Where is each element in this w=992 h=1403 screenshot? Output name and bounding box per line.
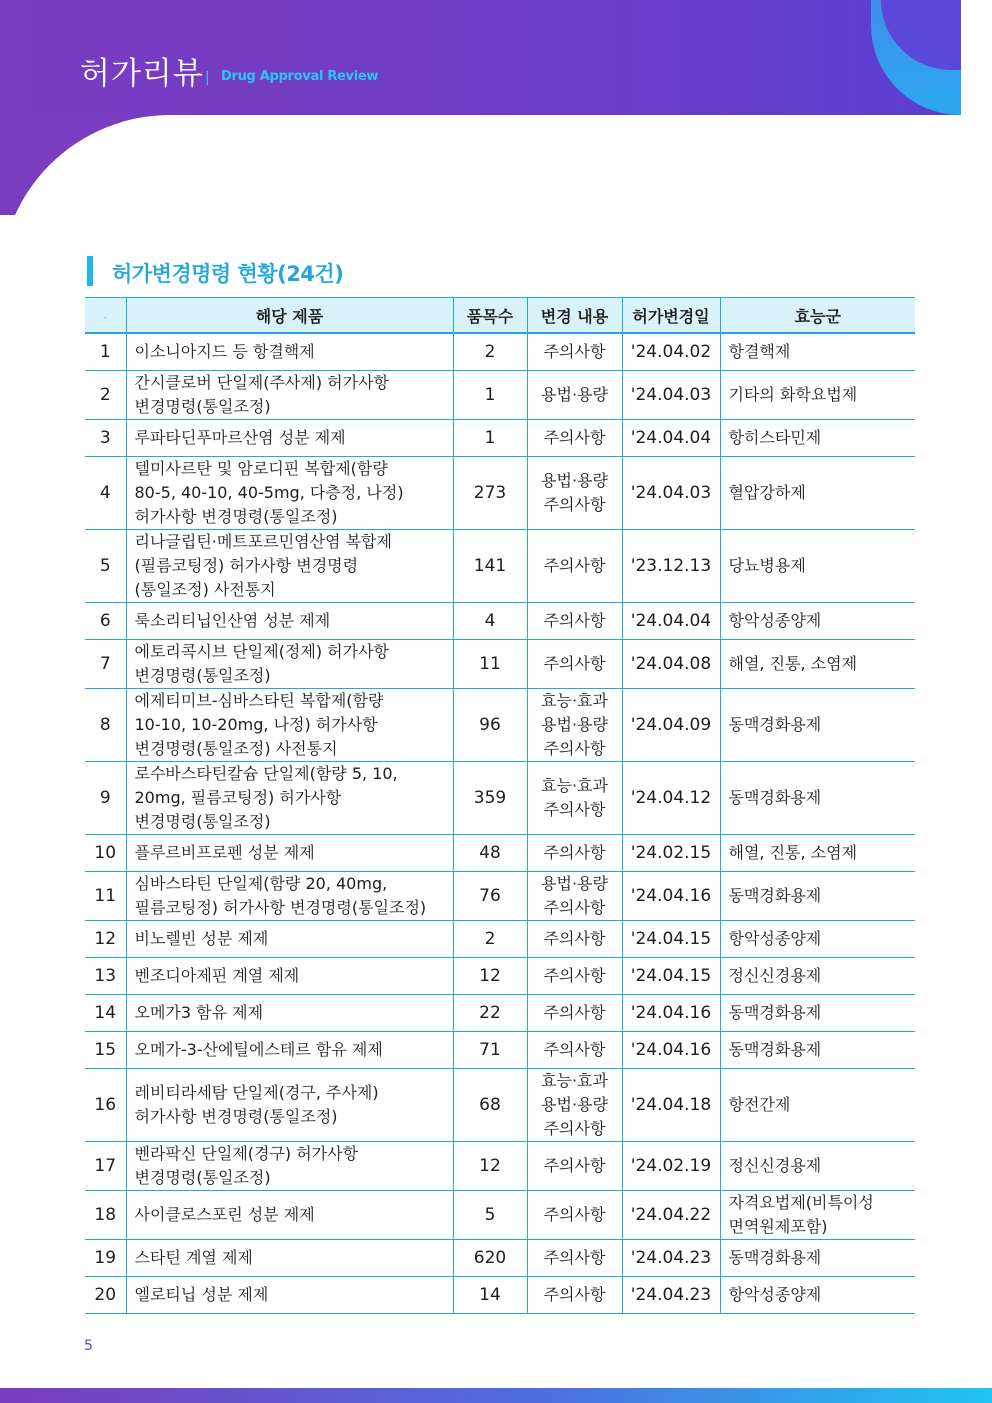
row-number: 12: [85, 920, 126, 957]
item-count: 71: [453, 1031, 527, 1068]
product-name: [126, 419, 453, 456]
change-content: [527, 688, 622, 761]
column-header-change: 변경 내용: [527, 298, 622, 334]
table-row: [85, 419, 915, 456]
column-header-count: 품목수: [453, 298, 527, 334]
product-name: [126, 994, 453, 1031]
product-name-line: 벤라팍신 단일제(경구) 허가사항: [134, 1143, 359, 1163]
item-count: 14: [453, 1276, 527, 1313]
efficacy-category-line: 동맥경화용제: [728, 714, 822, 734]
product-name-line: 간시클로버 단일제(주사제) 허가사항: [134, 372, 389, 392]
table-row: [85, 834, 915, 871]
table-row: [85, 1068, 915, 1141]
item-count: 620: [453, 1239, 527, 1276]
efficacy-category: [720, 529, 915, 602]
product-name-line: 사이클로스포린 성분 제제: [134, 1204, 315, 1224]
item-count: 5: [453, 1190, 527, 1239]
change-content-line: 효능·효과: [541, 775, 608, 795]
product-name-line: 변경명령(통일조정): [134, 811, 271, 831]
product-name-line: 루파타딘푸마르산염 성분 제제: [134, 427, 346, 447]
change-content-line: 용법·용량: [541, 714, 608, 734]
row-number: 20: [85, 1276, 126, 1313]
row-number: 5: [85, 529, 126, 602]
row-number: 8: [85, 688, 126, 761]
banner-curve-decoration: [0, 115, 170, 215]
item-count: 1: [453, 370, 527, 419]
row-number: 6: [85, 602, 126, 639]
table-row: [85, 957, 915, 994]
table-body: [85, 333, 915, 1313]
product-name-line: 스타틴 계열 제제: [134, 1247, 253, 1267]
change-content-line: 주의사항: [543, 842, 606, 862]
banner-subtitle: Drug Approval Review: [221, 69, 379, 84]
change-content: [527, 834, 622, 871]
change-content: [527, 419, 622, 456]
product-name: [126, 370, 453, 419]
efficacy-category-line: 동맥경화용제: [728, 1002, 822, 1022]
change-content: [527, 370, 622, 419]
row-number: 16: [85, 1068, 126, 1141]
product-name-line: 심바스타틴 단일제(함량 20, 40mg,: [134, 873, 388, 893]
change-content-line: 주의사항: [543, 928, 606, 948]
product-name: [126, 761, 453, 834]
product-name-line: 레비티라세탐 단일제(경구, 주사제): [134, 1082, 379, 1102]
change-date: '24.04.08: [622, 639, 720, 688]
product-name-line: 텔미사르탄 및 암로디핀 복합제(함량: [134, 458, 388, 478]
change-content-line: 주의사항: [543, 427, 606, 447]
change-date: '23.12.13: [622, 529, 720, 602]
change-content: [527, 602, 622, 639]
product-name-line: 이소니아지드 등 항결핵제: [134, 341, 315, 361]
row-number: 3: [85, 419, 126, 456]
product-name-line: 허가사항 변경명령(통일조정): [134, 1106, 338, 1126]
change-date: '24.04.12: [622, 761, 720, 834]
product-name-line: (필름코팅정) 허가사항 변경명령: [134, 555, 359, 575]
efficacy-category: [720, 1141, 915, 1190]
efficacy-category: [720, 994, 915, 1031]
product-name-line: 오메가-3-산에틸에스테르 함유 제제: [134, 1039, 383, 1059]
change-content-line: 주의사항: [543, 610, 606, 630]
efficacy-category-line: 해열, 진통, 소염제: [728, 842, 858, 862]
change-content-line: 주의사항: [543, 1039, 606, 1059]
table-row: [85, 1031, 915, 1068]
efficacy-category-line: 항전간제: [728, 1094, 791, 1114]
efficacy-category: [720, 1031, 915, 1068]
change-date: '24.04.04: [622, 602, 720, 639]
banner-title: 허가리뷰: [80, 56, 204, 92]
change-content-line: 용법·용량: [541, 873, 608, 893]
change-content: [527, 1141, 622, 1190]
column-header-no: [85, 298, 126, 334]
change-content: [527, 1068, 622, 1141]
section-marker: [87, 256, 93, 286]
column-header-product: 해당 제품: [126, 298, 453, 334]
product-name: [126, 1239, 453, 1276]
product-name-line: 허가사항 변경명령(통일조정): [134, 506, 338, 526]
table-row: [85, 994, 915, 1031]
table-row: [85, 688, 915, 761]
item-count: 11: [453, 639, 527, 688]
product-name: [126, 639, 453, 688]
item-count: 273: [453, 456, 527, 529]
product-name: [126, 456, 453, 529]
efficacy-category: [720, 1276, 915, 1313]
change-content: [527, 920, 622, 957]
efficacy-category: [720, 920, 915, 957]
product-name-line: 변경명령(통일조정): [134, 396, 271, 416]
item-count: 96: [453, 688, 527, 761]
table-row: [85, 1190, 915, 1239]
item-count: 76: [453, 871, 527, 920]
product-name-line: 룩소리티닙인산염 성분 제제: [134, 610, 331, 630]
product-name-line: 변경명령(통일조정): [134, 1167, 271, 1187]
change-date: '24.04.23: [622, 1239, 720, 1276]
table-row: [85, 1239, 915, 1276]
change-content: [527, 456, 622, 529]
table-header-row: [85, 298, 915, 334]
product-name-line: 엘로티닙 성분 제제: [134, 1284, 269, 1304]
change-content: [527, 1239, 622, 1276]
product-name: [126, 602, 453, 639]
efficacy-category-line: 항결핵제: [728, 341, 791, 361]
column-header-no-label: ·: [103, 313, 107, 324]
efficacy-category: [720, 602, 915, 639]
efficacy-category: [720, 1068, 915, 1141]
change-content-line: 효능·효과: [541, 690, 608, 710]
product-name-line: (통일조정) 사전통지: [134, 579, 276, 599]
change-content: [527, 333, 622, 370]
change-content-line: 주의사항: [543, 1247, 606, 1267]
change-content: [527, 761, 622, 834]
efficacy-category-line: 항히스타민제: [728, 427, 822, 447]
table-row: [85, 456, 915, 529]
column-header-date: 허가변경일: [622, 298, 720, 334]
change-content: [527, 1276, 622, 1313]
table-row: [85, 370, 915, 419]
table-row: [85, 529, 915, 602]
product-name: [126, 1068, 453, 1141]
change-date: '24.04.15: [622, 957, 720, 994]
product-name-line: 비노렐빈 성분 제제: [134, 928, 269, 948]
change-date: '24.04.16: [622, 871, 720, 920]
table-row: [85, 333, 915, 370]
change-content: [527, 957, 622, 994]
row-number: 17: [85, 1141, 126, 1190]
product-name-line: 로수바스타틴칼슘 단일제(함량 5, 10,: [134, 763, 398, 783]
row-number: 18: [85, 1190, 126, 1239]
efficacy-category: [720, 871, 915, 920]
table-row: [85, 1276, 915, 1313]
efficacy-category: [720, 370, 915, 419]
product-name-line: 변경명령(통일조정): [134, 665, 271, 685]
product-name-line: 80-5, 40-10, 40-5mg, 다층정, 나정): [134, 482, 404, 502]
change-date: '24.04.22: [622, 1190, 720, 1239]
product-name-line: 오메가3 함유 제제: [134, 1002, 264, 1022]
change-content-line: 주의사항: [543, 738, 606, 758]
product-name: [126, 688, 453, 761]
row-number: 2: [85, 370, 126, 419]
product-name-line: 벤조디아제핀 계열 제제: [134, 965, 300, 985]
row-number: 13: [85, 957, 126, 994]
row-number: 9: [85, 761, 126, 834]
change-date: '24.04.18: [622, 1068, 720, 1141]
efficacy-category: [720, 419, 915, 456]
change-content: [527, 994, 622, 1031]
row-number: 15: [85, 1031, 126, 1068]
product-name: [126, 1190, 453, 1239]
efficacy-category-line: 면역원제포함): [728, 1216, 828, 1236]
product-name: [126, 871, 453, 920]
approval-change-table: [85, 297, 915, 1314]
product-name-line: 20mg, 필름코팅정) 허가사항: [134, 787, 342, 807]
product-name: [126, 920, 453, 957]
change-content: [527, 871, 622, 920]
change-content: [527, 1190, 622, 1239]
change-date: '24.04.04: [622, 419, 720, 456]
efficacy-category-line: 항악성종양제: [728, 928, 822, 948]
banner-separator: |: [205, 70, 210, 86]
table-row: [85, 920, 915, 957]
change-content-line: 주의사항: [543, 1118, 606, 1138]
item-count: 2: [453, 920, 527, 957]
change-date: '24.04.09: [622, 688, 720, 761]
table-row: [85, 602, 915, 639]
efficacy-category-line: 항악성종양제: [728, 610, 822, 630]
efficacy-category: [720, 688, 915, 761]
efficacy-category: [720, 639, 915, 688]
efficacy-category-line: 동맥경화용제: [728, 885, 822, 905]
efficacy-category-line: 항악성종양제: [728, 1284, 822, 1304]
product-name-line: 플루르비프로펜 성분 제제: [134, 842, 315, 862]
efficacy-category: [720, 761, 915, 834]
product-name-line: 에제티미브-심바스타틴 복합제(함량: [134, 690, 384, 710]
product-name: [126, 1276, 453, 1313]
row-number: 1: [85, 333, 126, 370]
change-date: '24.04.16: [622, 994, 720, 1031]
efficacy-category-line: 정신신경용제: [728, 965, 822, 985]
product-name: [126, 333, 453, 370]
efficacy-category-line: 동맥경화용제: [728, 1247, 822, 1267]
product-name: [126, 529, 453, 602]
change-date: '24.02.15: [622, 834, 720, 871]
item-count: 12: [453, 957, 527, 994]
item-count: 359: [453, 761, 527, 834]
table-row: [85, 1141, 915, 1190]
change-content-line: 주의사항: [543, 897, 606, 917]
row-number: 4: [85, 456, 126, 529]
efficacy-category-line: 기타의 화학요법제: [728, 384, 858, 404]
change-content-line: 주의사항: [543, 555, 606, 575]
section-title: 허가변경명령 현황(24건): [112, 262, 344, 286]
row-number: 14: [85, 994, 126, 1031]
efficacy-category-line: 당뇨병용제: [728, 555, 806, 575]
change-date: '24.04.23: [622, 1276, 720, 1313]
change-content-line: 주의사항: [543, 799, 606, 819]
column-header-category: 효능군: [720, 298, 915, 334]
table-row: [85, 761, 915, 834]
item-count: 2: [453, 333, 527, 370]
efficacy-category-line: 정신신경용제: [728, 1155, 822, 1175]
change-content-line: 주의사항: [543, 965, 606, 985]
product-name: [126, 1031, 453, 1068]
product-name-line: 변경명령(통일조정) 사전통지: [134, 738, 338, 758]
product-name-line: 에토리콕시브 단일제(정제) 허가사항: [134, 641, 389, 661]
table-row: [85, 871, 915, 920]
item-count: 22: [453, 994, 527, 1031]
change-date: '24.04.03: [622, 370, 720, 419]
product-name: [126, 834, 453, 871]
table-row: [85, 639, 915, 688]
change-content: [527, 529, 622, 602]
efficacy-category: [720, 1239, 915, 1276]
row-number: 10: [85, 834, 126, 871]
efficacy-category: [720, 957, 915, 994]
item-count: 4: [453, 602, 527, 639]
row-number: 7: [85, 639, 126, 688]
change-date: '24.04.15: [622, 920, 720, 957]
change-content-line: 용법·용량: [541, 1094, 608, 1114]
change-date: '24.02.19: [622, 1141, 720, 1190]
change-content-line: 주의사항: [543, 1002, 606, 1022]
product-name-line: 리나글립틴·메트포르민염산염 복합제: [134, 531, 392, 551]
row-number: 11: [85, 871, 126, 920]
change-date: '24.04.03: [622, 456, 720, 529]
efficacy-category: [720, 333, 915, 370]
footer-bar: [0, 1388, 992, 1403]
product-name: [126, 957, 453, 994]
item-count: 68: [453, 1068, 527, 1141]
change-content-line: 주의사항: [543, 1284, 606, 1304]
change-date: '24.04.02: [622, 333, 720, 370]
efficacy-category-line: 해열, 진통, 소염제: [728, 653, 858, 673]
change-content-line: 주의사항: [543, 1204, 606, 1224]
change-content-line: 용법·용량: [541, 384, 608, 404]
page-number: 5: [84, 1338, 93, 1354]
item-count: 12: [453, 1141, 527, 1190]
item-count: 1: [453, 419, 527, 456]
product-name: [126, 1141, 453, 1190]
change-content-line: 효능·효과: [541, 1070, 608, 1090]
efficacy-category: [720, 456, 915, 529]
change-content-line: 용법·용량: [541, 470, 608, 490]
change-content-line: 주의사항: [543, 1155, 606, 1175]
item-count: 48: [453, 834, 527, 871]
change-content-line: 주의사항: [543, 494, 606, 514]
efficacy-category: [720, 1190, 915, 1239]
product-name-line: 10-10, 10-20mg, 나정) 허가사항: [134, 714, 378, 734]
efficacy-category-line: 자격요법제(비특이성: [728, 1192, 874, 1212]
change-content-line: 주의사항: [543, 653, 606, 673]
change-content: [527, 1031, 622, 1068]
efficacy-category-line: 혈압강하제: [728, 482, 806, 502]
header-banner: [0, 0, 961, 115]
change-content: [527, 639, 622, 688]
row-number: 19: [85, 1239, 126, 1276]
product-name-line: 필름코팅정) 허가사항 변경명령(통일조정): [134, 897, 427, 917]
item-count: 141: [453, 529, 527, 602]
efficacy-category: [720, 834, 915, 871]
efficacy-category-line: 동맥경화용제: [728, 1039, 822, 1059]
change-content-line: 주의사항: [543, 341, 606, 361]
efficacy-category-line: 동맥경화용제: [728, 787, 822, 807]
change-date: '24.04.16: [622, 1031, 720, 1068]
